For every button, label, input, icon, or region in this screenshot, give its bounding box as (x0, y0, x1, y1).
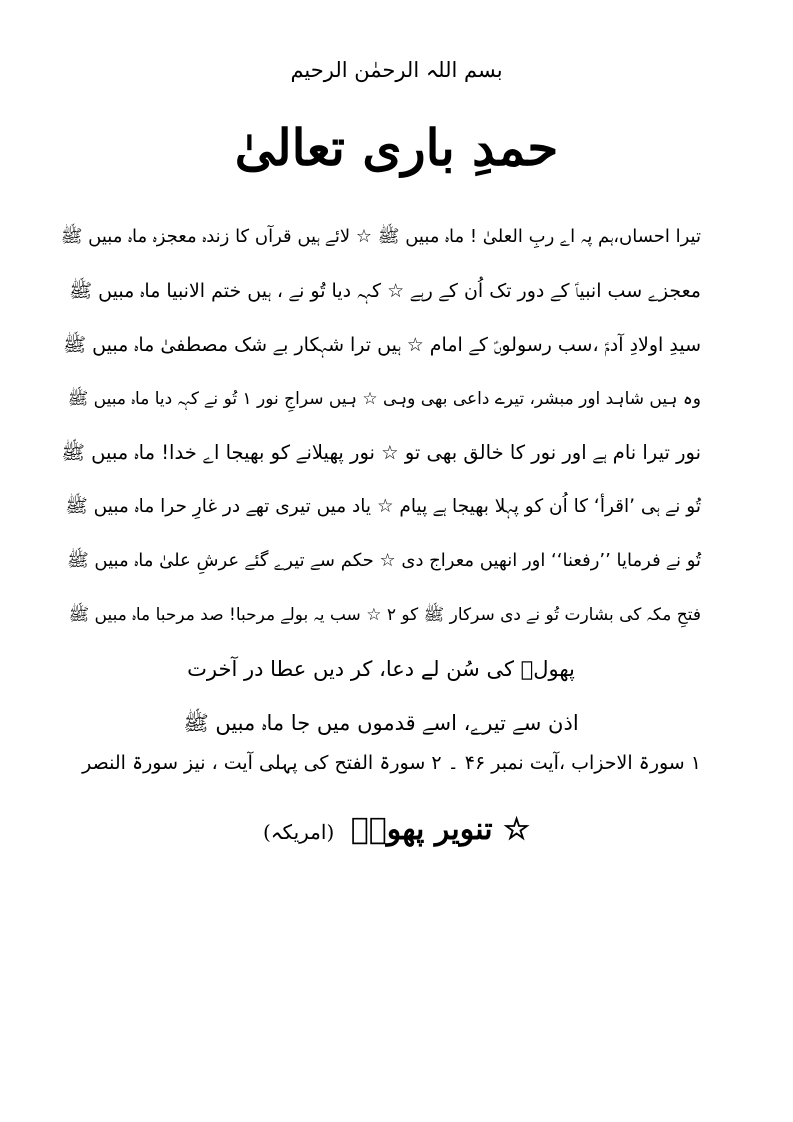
verse-line: سیدِ اولادِ آدمؑ ،سب رسولوںؑ کے امام ☆ ہیں ترا شہکار بے شک مصطفیٰ ماہ مبیں ﷺ (63, 334, 701, 356)
author-signature (0, 812, 793, 847)
verse-line: نور تیرا نام ہے اور نور کا خالق بھی تو ☆ نور پھیلانے کو بھیجا اے خدا! ماہ مبیں ﷺ (61, 441, 701, 464)
verse-line: تیرا احساں،ہم پہ اے ربِ العلیٰ ! ماہ مبیں ﷺ ☆ لائے ہیں قرآں کا زندہ معجزہ ماہ مبیں ﷺ (60, 226, 701, 247)
verse-line: وہ ہیں شاہد اور مبشر، تیرے داعی بھی وہی ☆ ہیں سراجِ نور ۱ تُو نے کہہ دیا ماہ مبیں ﷺ (67, 389, 701, 409)
verse-line: تُو نے فرمایا ’’رفعنا‘‘ اور انھیں معراج دی ☆ حکم سے تیرے گئے عرشِ علیٰ ماہ مبیں ﷺ (66, 550, 701, 571)
author-location: (امریکہ) (263, 820, 335, 844)
bismillah-heading: بسم اللہ الرحمٰن الرحیم (290, 58, 503, 82)
verse-line: معجزے سب انبیاؑ کے دور تک اُن کے رہے ☆ کہہ دیا تُو نے ، ہیں ختم الانبیا ماہ مبیں ﷺ (69, 280, 701, 302)
poem-title: حمدِ باری تعالیٰ (234, 118, 559, 177)
poem-verses (61, 210, 701, 750)
author-name: ☆ تنویر پھولؔ (350, 812, 530, 847)
verse-line: فتحِ مکہ کی بشارت تُو نے دی سرکار ﷺ کو ۲ ☆ سب یہ بولے مرحبا! صد مرحبا ماہ مبیں ﷺ (68, 605, 701, 625)
verse-line-final: اذن سے تیرے، اسے قدموں میں جا ماہ مبیں ﷺ (183, 711, 579, 735)
verse-line: تُو نے ہی ’اقرأ‘ کا اُن کو پہلا بھیجا ہے پیام ☆ یاد میں تیری تھے در غارِ حرا ماہ مبیں ﷺ (65, 496, 701, 517)
footnote: ۱ سورۃ الاحزاب ،آیت نمبر ۴۶ ۔ ۲ سورۃ الفتح کی پہلی آیت ، نیز سورۃ النصر (82, 752, 701, 774)
verse-line-final: پھولؔ کی سُن لے دعا، کر دیں عطا در آخرت (187, 657, 575, 681)
